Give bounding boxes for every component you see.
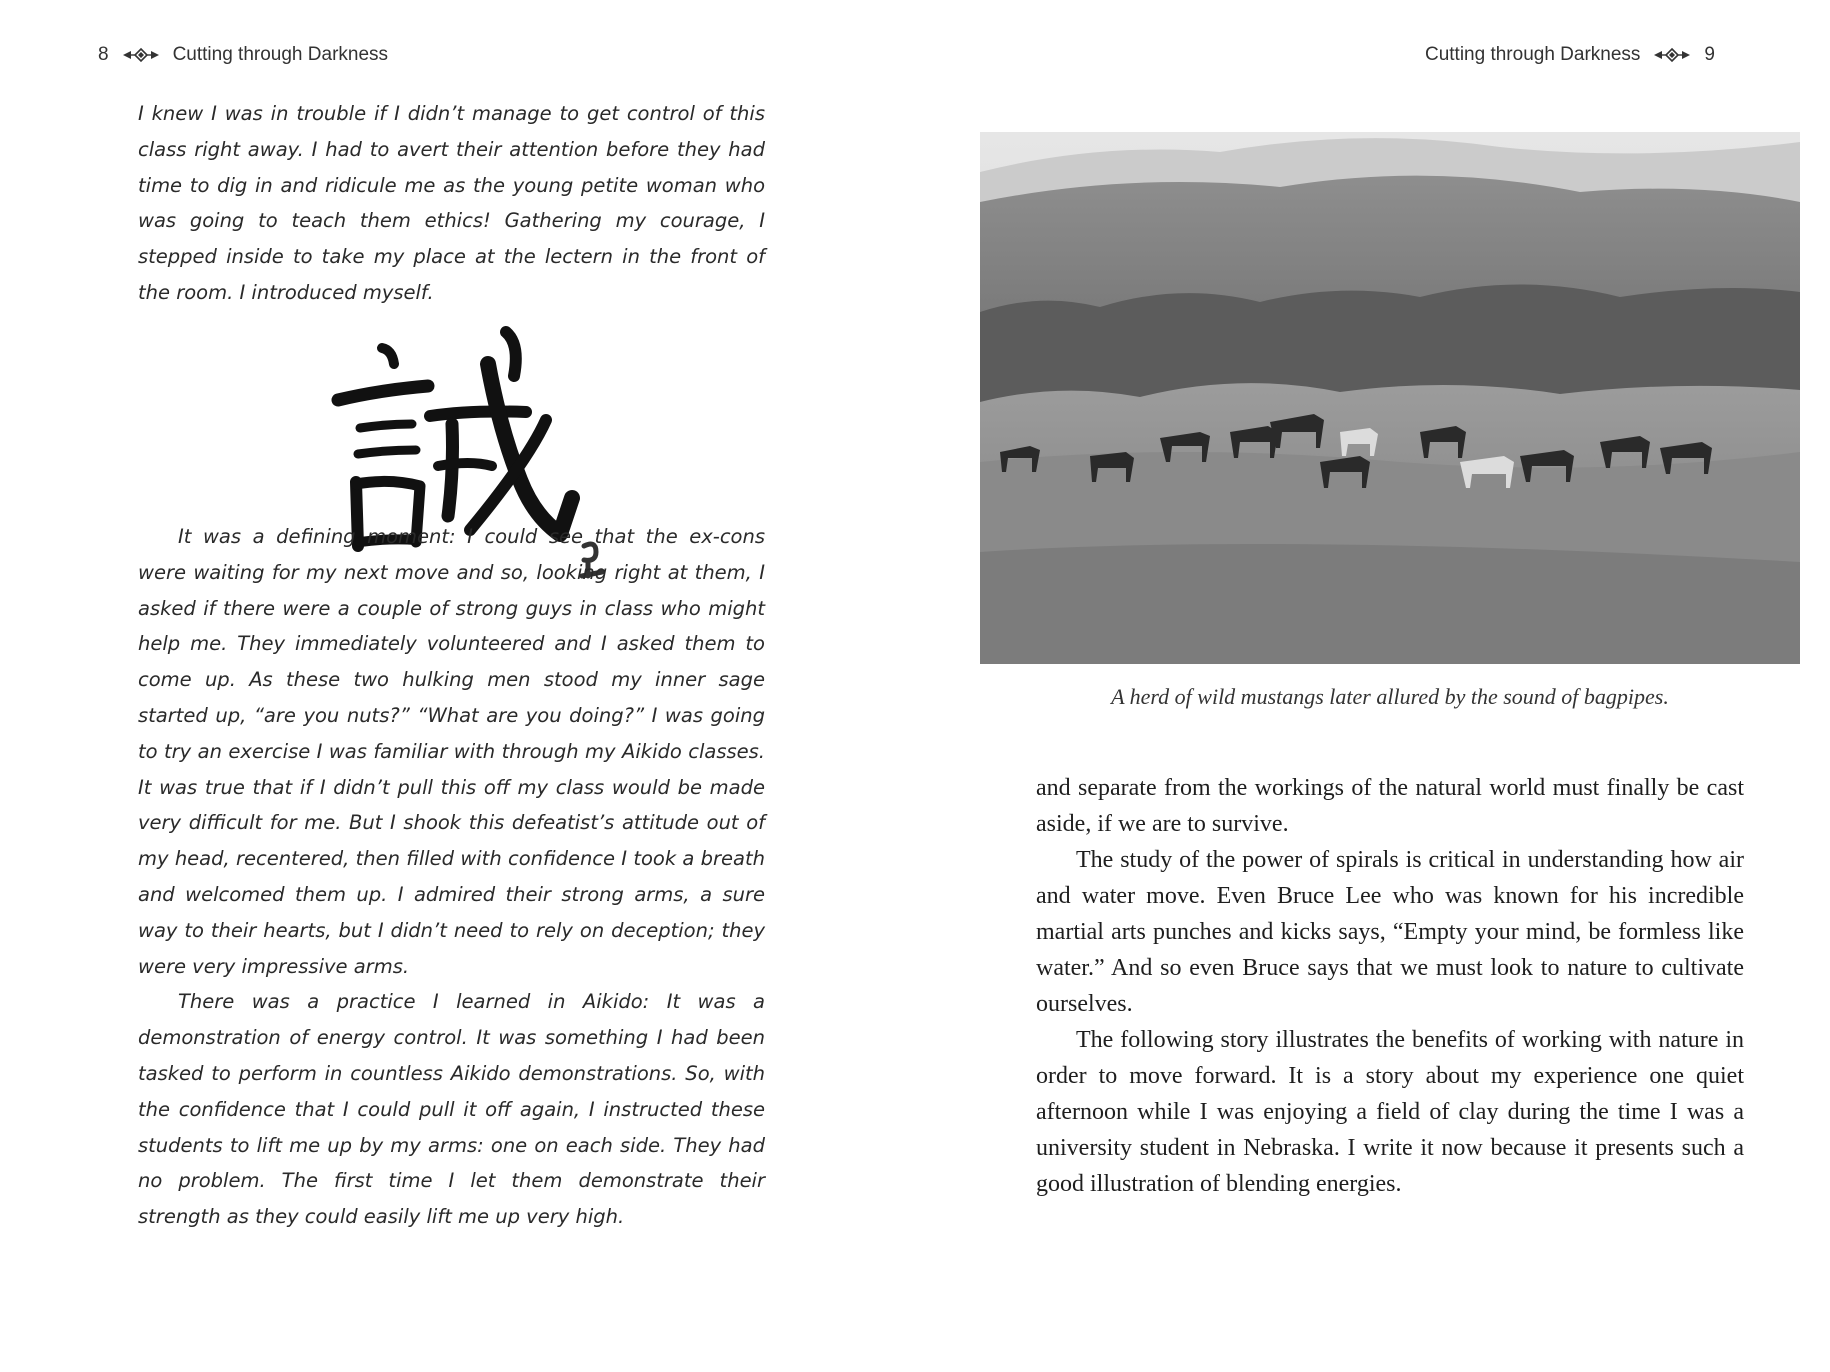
mustang-herd-photo xyxy=(980,132,1800,664)
diamond-flourish-icon xyxy=(1652,47,1692,63)
roman-passage xyxy=(1036,770,1744,1202)
paragraph-aikido-practice: There was a practice I learned in Aikido: It was a demonstration of energy control. It was something I had been tasked to perform in countless Aikido demonstrations. So, with the confidence that I could pull it off again, I instructed these students to lift me up by my arms: one on each side. They had no problem. The first time I let them demonstrate their strength as they could easily lift me up very high. xyxy=(138,990,765,1229)
right-page-number: 9 xyxy=(1704,44,1715,65)
paragraph-continuation: and separate from the workings of the natural world must finally be cast aside, if we are to survive. xyxy=(1036,775,1744,837)
left-running-head xyxy=(98,42,388,68)
paragraph-top: I knew I was in trouble if I didn’t manage to get control of this class right away. I had to avert their attention before they had time to dig in and ridicule me as the young petite woman who was going to teach them ethics! Gathering my courage, I stepped inside to take my place at the lectern in the front of the room. I introduced myself. xyxy=(138,102,765,304)
italic-passage-bottom xyxy=(138,519,765,1235)
left-page-number: 8 xyxy=(98,44,109,65)
paragraph-defining-moment: It was a defining moment: I could see that the ex-cons were waiting for my next move and so, looking right at them, I asked if there were a couple of strong guys in class who might help me. They immediately volunteered and I asked them to come up. As these two hulking men stood my inner sage started up, “are you nuts?” “What are you doing?” I was going to try an exercise I was familiar with through my Aikido classes. It was true that if I didn’t pull this off my class would be made very difficult for me. But I shook this defeatist’s attitude out of my head, recentered, then filled with confidence I took a breath and welcomed them up. I admired their strong arms, a sure way to their hearts, but I didn’t need to rely on deception; they were very impressive arms. xyxy=(138,525,765,978)
italic-passage-top xyxy=(138,96,765,311)
photo-caption: A herd of wild mustangs later allured by the sound of bagpipes. xyxy=(1111,684,1669,709)
right-running-head xyxy=(1425,42,1715,68)
paragraph-spirals: The study of the power of spirals is critical in understanding how air and water move. Even Bruce Lee who was known for his incredible martial arts punches and kicks says, “Empty your mind, be formless like water.” And so even Bruce says that we must look to nature to cultivate ourselves. xyxy=(1036,847,1744,1017)
right-running-title: Cutting through Darkness xyxy=(1424,44,1641,65)
diamond-flourish-icon xyxy=(121,47,161,63)
left-running-title: Cutting through Darkness xyxy=(172,44,389,65)
paragraph-following-story: The following story illustrates the benefits of working with nature in order to move forward. It is a story about my experience one quiet afternoon while I was enjoying a field of clay during the time I was a university student in Nebraska. I write it now because it presents such a good illustration of blending energies. xyxy=(1036,1027,1744,1197)
